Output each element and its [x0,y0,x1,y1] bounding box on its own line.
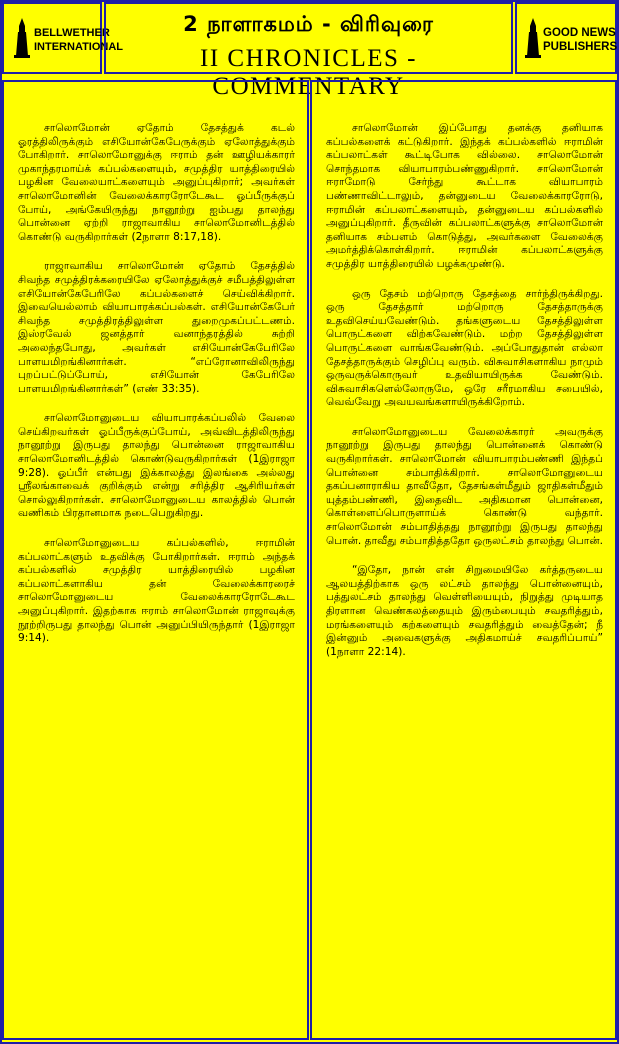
page-title-tamil: 2 நாளாகமம் - விரிவுரை [183,12,434,36]
title-box [104,2,513,100]
left-column [2,80,309,1040]
paragraph: சாலொமோனுடைய வேலைக்காரர் அவருக்கு நானூற்று இருபது தாலந்து பொன்னைக் கொண்டு வருகிறார்கள். சாலொமோன் வியாபாரம்பண்ணி இந்தப் பொன்னை சம்பாதிக்கிறார். சாலொமோனுடைய தகப்பனாராகிய தாவீதோ, தேசங்கள்மீதும் ஜாதிகள்மீதும் யுத்தம்பண்ணி, இதைவிட அதிகமான பொன்னை, கொள்ளைப்பொருளாய்க் கொண்டு வந்தார். சாலொமோன் சம்பாதித்தது நானூற்று இருபது தாலந்து பொன். தாவீது சம்பாதித்ததோ ஒருலட்சம் தாலந்து பொன். [326,425,603,547]
tower-icon [12,18,32,58]
paragraph: சாலொமோனுடைய வியாபாரக்கப்பலில் வேலை செய்கிறவர்கள் ஓப்பீருக்குப்போய், அவ்விடத்திலிருந்து நானூற்று இருபது தாலந்து பொன்னை ராஜாவாகிய சாலொமோனிடத்தில் கொண்டுவருகிறார்கள் (1இராஜா 9:28). ஓப்பீர் என்பது இக்காலத்து இலங்கை அல்லது ஸ்ரீலங்காவைக் குறிக்கும் என்று சரித்திர ஆசிரியர்கள் சொல்லுகிறார்கள். சாலொமோனுடைய காலத்தில் பொன் வணிகம் பிரதானமாக நடைபெறுகிறது. [18,412,295,520]
paragraph: சாலொமோனுடைய கப்பல்களில், ஈராமின் கப்பலாட்களும் உதவிக்கு போகிறார்கள். ஈராம் அந்தக் கப்பல்களில் சமுத்திர யாத்திரையில் பழகின கப்பலாட்களாகிய தன் வேலைக்காரரைச் சாலொமோனுடைய வேலைக்காரரோடேகூட அனுப்புகிறார். இதற்காக ஈராம் சாலொமோன் ராஜாவுக்கு நூற்றிருபது தாலந்து பொன் அனுப்பியிருந்தார் (1இராஜா 9:14). [18,537,295,645]
tower-icon [523,18,543,58]
paragraph: “இதோ, நான் என் சிறுமையிலே கர்த்தருடைய ஆலயத்திற்காக ஒரு லட்சம் தாலந்து பொன்னையும், பத்துலட்சம் தாலந்து வெள்ளியையும், நிறுத்து முடியாத திரளான வெண்கலத்தையும் இரும்பையும் சவதரித்தும், மரங்களையும் கற்களையும் சவதரித்தும் வைத்தேன்; நீ இன்னும் அவைகளுக்கு அதிகமாய்ச் சவதரிப்பாய்” (1நாளா 22:14). [326,564,603,658]
paragraph: ஒரு தேசம் மற்றொரு தேசத்தை சார்ந்திருக்கிறது. ஒரு தேசத்தார் மற்றொரு தேசத்தாருக்கு உதவிசெய்யவேண்டும். தங்களுடைய தேசத்திலுள்ள பொருட்களை விற்கவேண்டும். மற்ற தேசத்திலுள்ள பொருட்களை வாங்கவேண்டும். அப்போதுதான் எல்லா தேசத்தாருக்கும் செழிப்பு வரும். விசுவாசிகளாகிய நாமும் ஒருவருக்கொருவர் உதவியாயிருக்க வேண்டும். விசுவாசிகளெல்லோருமே, ஒரே சரீரமாகிய சபையில், வெவ்வேறு அவயவங்களாயிருக்கிறோம். [326,287,603,409]
paragraph: சாலொமோன் ஏதோம் தேசத்துக் கடல் ஓரத்திலிருக்கும் எசியோன்கேபேருக்கும் ஏலோத்துக்கும் போகிறார். சாலொமோனுக்கு ஈராம் தன் ஊழியக்காரர் முகாந்தரமாய்க் கப்பல்களையும், சமுத்திர யாத்திரையில் பழகின வேலையாட்களையும் அனுப்புகிறார்; அவர்கள் சாலொமோனின் வேலைக்காரரோடேகூட ஓப்பீருக்குப் போய், அங்கேயிருந்து நானூற்று ஐம்பது தாலந்து பொன்னை ஏற்றி ராஜாவாகிய சாலொமோனிடத்தில் கொண்டு வருகிறார்கள் (2நாளா 8:17,18). [18,122,295,243]
left-logo-line2: INTERNATIONAL [34,41,124,53]
bellwether-logo [2,2,124,74]
right-logo-line1: GOOD NEWS [543,27,616,39]
right-column [310,80,617,1040]
good-news-logo [515,2,617,74]
paragraph: சாலொமோன் இப்போது தனக்கு தனியாக கப்பல்களைக் கட்டுகிறார். இந்தக் கப்பல்களில் ஈராமின் கப்பலாட்கள் கூட்டிபோக வில்லை. சாலொமோன் சொந்தமாக வியாபாரம்பண்ணுகிறார். சாலொமோன் ஈராமோடு சேர்ந்து கூட்டாக வியாபாரம் பண்ணாவிட்டாலும், தன்னுடைய வேலைக்காரரோடு, ஈராமின் கப்பலாட்களையும், தன்னுடைய கப்பல்களில் அனுப்புகிறார். தீருவின் கப்பலாட்களுக்கு சாலொமோன் தனியாக சம்பளம் கொடுத்து, அவர்களை வேலைக்கு அமர்த்திக்கொள்கிறார். ஈராமின் கப்பலாட்களுக்கு சமுத்திர யாத்திரையில் பழக்கமுண்டு. [326,122,603,270]
paragraph: ராஜாவாகிய சாலொமோன் ஏதோம் தேசத்தில் சிவந்த சமுத்திரக்கரையிலே ஏலோத்துக்குச் சமீபத்திலுள்ள எசியோன்கேபேரிலே கப்பல்களைச் செய்விக்கிறார். இவையெல்லாம் வியாபாரக்கப்பல்கள். எசியோன்கேபேர் சிவந்த சமுத்திரத்திலுள்ள துறைமுகப்பட்டணம். இஸ்ரவேல் ஜனத்தார் வனாந்தரத்தில் சுற்றி அலைந்தபோது, அவர்கள் எசியோன்கேபேரிலே பாளயமிறங்கினார்கள். “எப்ரோனாவிலிருந்து புறப்பட்டுப்போய், எசியோன் கேபேரிலே பாளயமிறங்கினார்கள்” (எண் 33:35). [18,260,295,395]
left-logo-line1: BELLWETHER [34,27,110,39]
page-title-english: II CHRONICLES - COMMENTARY [200,45,417,100]
page-header [0,0,619,100]
right-logo-line2: PUBLISHERS [543,41,618,53]
